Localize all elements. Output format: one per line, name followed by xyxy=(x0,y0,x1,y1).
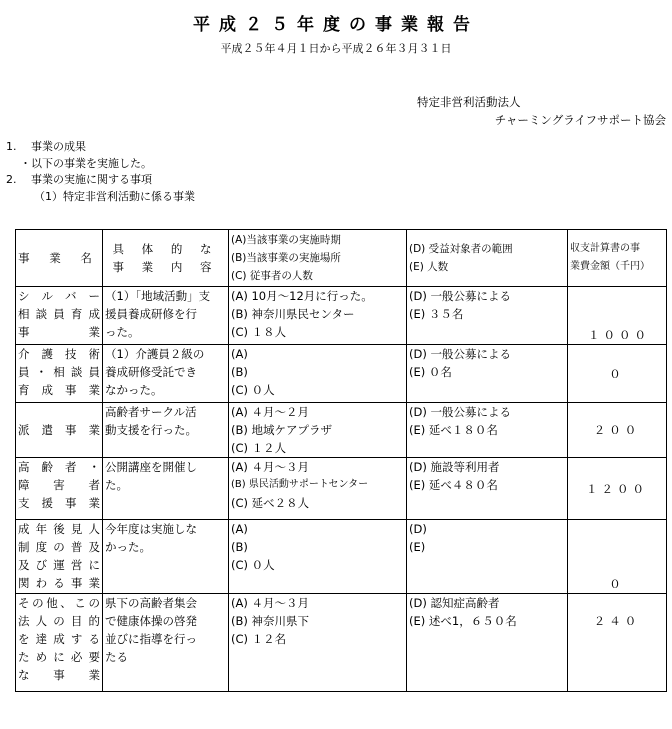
cell-beneficiaries: (D) 認知症高齢者 (E) 述べ1，６５０名 xyxy=(407,594,568,692)
outline-item-2: 2. 事業の実施に関する事項 xyxy=(6,173,152,186)
header-amount: 収支計算書の事 業費金額（千円） xyxy=(568,230,667,287)
outline-item-1: 1. 事業の成果 xyxy=(6,140,86,153)
cell-content: 今年度は実施しな かった。 xyxy=(103,520,229,594)
report-period: 平成２５年４月１日から平成２６年３月３１日 xyxy=(220,42,452,55)
cell-business-name: 派 遣 事 業 xyxy=(16,403,103,458)
table-header-row xyxy=(16,230,667,287)
cell-content: （1）「地域活動」支 援員養成研修を行 った。 xyxy=(103,287,229,345)
cell-beneficiaries: (D) 一般公募による (E) ３５名 xyxy=(407,287,568,345)
header-business-name: 事 業 名 xyxy=(16,230,103,287)
cell-period-place-staff: (A) ４月～３月 (B) 神奈川県下 (C) １２名 xyxy=(229,594,407,692)
table-row xyxy=(16,520,667,594)
organization-type: 特定非営利活動法人 xyxy=(417,95,521,109)
cell-amount: １０００ xyxy=(568,287,667,345)
table-row xyxy=(16,403,667,458)
table-row xyxy=(16,345,667,403)
cell-business-name: 介 護 技 術 員・相談員 育 成 事 業 xyxy=(16,345,103,403)
cell-business-name: シ ル バ ー 相談員育成 事業 xyxy=(16,287,103,345)
cell-content: 公開講座を開催し た。 xyxy=(103,458,229,520)
cell-beneficiaries: (D) 一般公募による (E) ０名 xyxy=(407,345,568,403)
document-title: 平成２５年度の事業報告 xyxy=(193,15,479,35)
outline-item-1-sub: ・以下の事業を実施した。 xyxy=(20,157,152,170)
cell-beneficiaries: (D) (E) xyxy=(407,520,568,594)
table-row xyxy=(16,458,667,520)
header-content: 具 体 的 な 事 業 内 容 xyxy=(103,230,229,287)
cell-content: 高齢者サークル活 動支援を行った。 xyxy=(103,403,229,458)
cell-business-name: その他、この 法人の目的 を達成する ために必要 な事業 xyxy=(16,594,103,692)
cell-period-place-staff: (A) 10月～12月に行った。 (B) 神奈川県民センター (C) １８人 xyxy=(229,287,407,345)
cell-beneficiaries: (D) 一般公募による (E) 延べ１８０名 xyxy=(407,403,568,458)
cell-business-name: 高 齢 者 ・ 障 害 者 支 援 事 業 xyxy=(16,458,103,520)
cell-amount: ０ xyxy=(568,345,667,403)
cell-amount: ０ xyxy=(568,520,667,594)
cell-content: （1）介護員２級の 養成研修受託でき なかった。 xyxy=(103,345,229,403)
cell-period-place-staff: (A) ４月～２月 (B) 地域ケアプラザ (C) １２人 xyxy=(229,403,407,458)
outline-item-2-sub: （1）特定非営利活動に係る事業 xyxy=(34,190,195,203)
cell-amount: ２４０ xyxy=(568,594,667,692)
organization-name: チャーミングライフサポート協会 xyxy=(494,113,666,127)
table-row xyxy=(16,287,667,345)
header-beneficiaries: (D) 受益対象者の範囲 (E) 人数 xyxy=(407,230,568,287)
business-report-table xyxy=(15,229,667,692)
cell-period-place-staff: (A) (B) (C) ０人 xyxy=(229,345,407,403)
cell-amount: １２００ xyxy=(568,458,667,520)
table-row xyxy=(16,594,667,692)
cell-content: 県下の高齢者集会 で健康体操の啓発 並びに指導を行っ たる xyxy=(103,594,229,692)
cell-beneficiaries: (D) 施設等利用者 (E) 延べ４８０名 xyxy=(407,458,568,520)
cell-period-place-staff: (A) ４月～３月 (B) 県民活動サポートセンター (C) 延べ２８人 xyxy=(229,458,407,520)
cell-business-name: 成年後見人 制度の普及 及び運営に 関わる事業 xyxy=(16,520,103,594)
cell-amount: ２００ xyxy=(568,403,667,458)
cell-period-place-staff: (A) (B) (C) ０人 xyxy=(229,520,407,594)
header-period-place-staff: (A)当該事業の実施時期 (B)当該事業の実施場所 (C) 従事者の人数 xyxy=(229,230,407,287)
